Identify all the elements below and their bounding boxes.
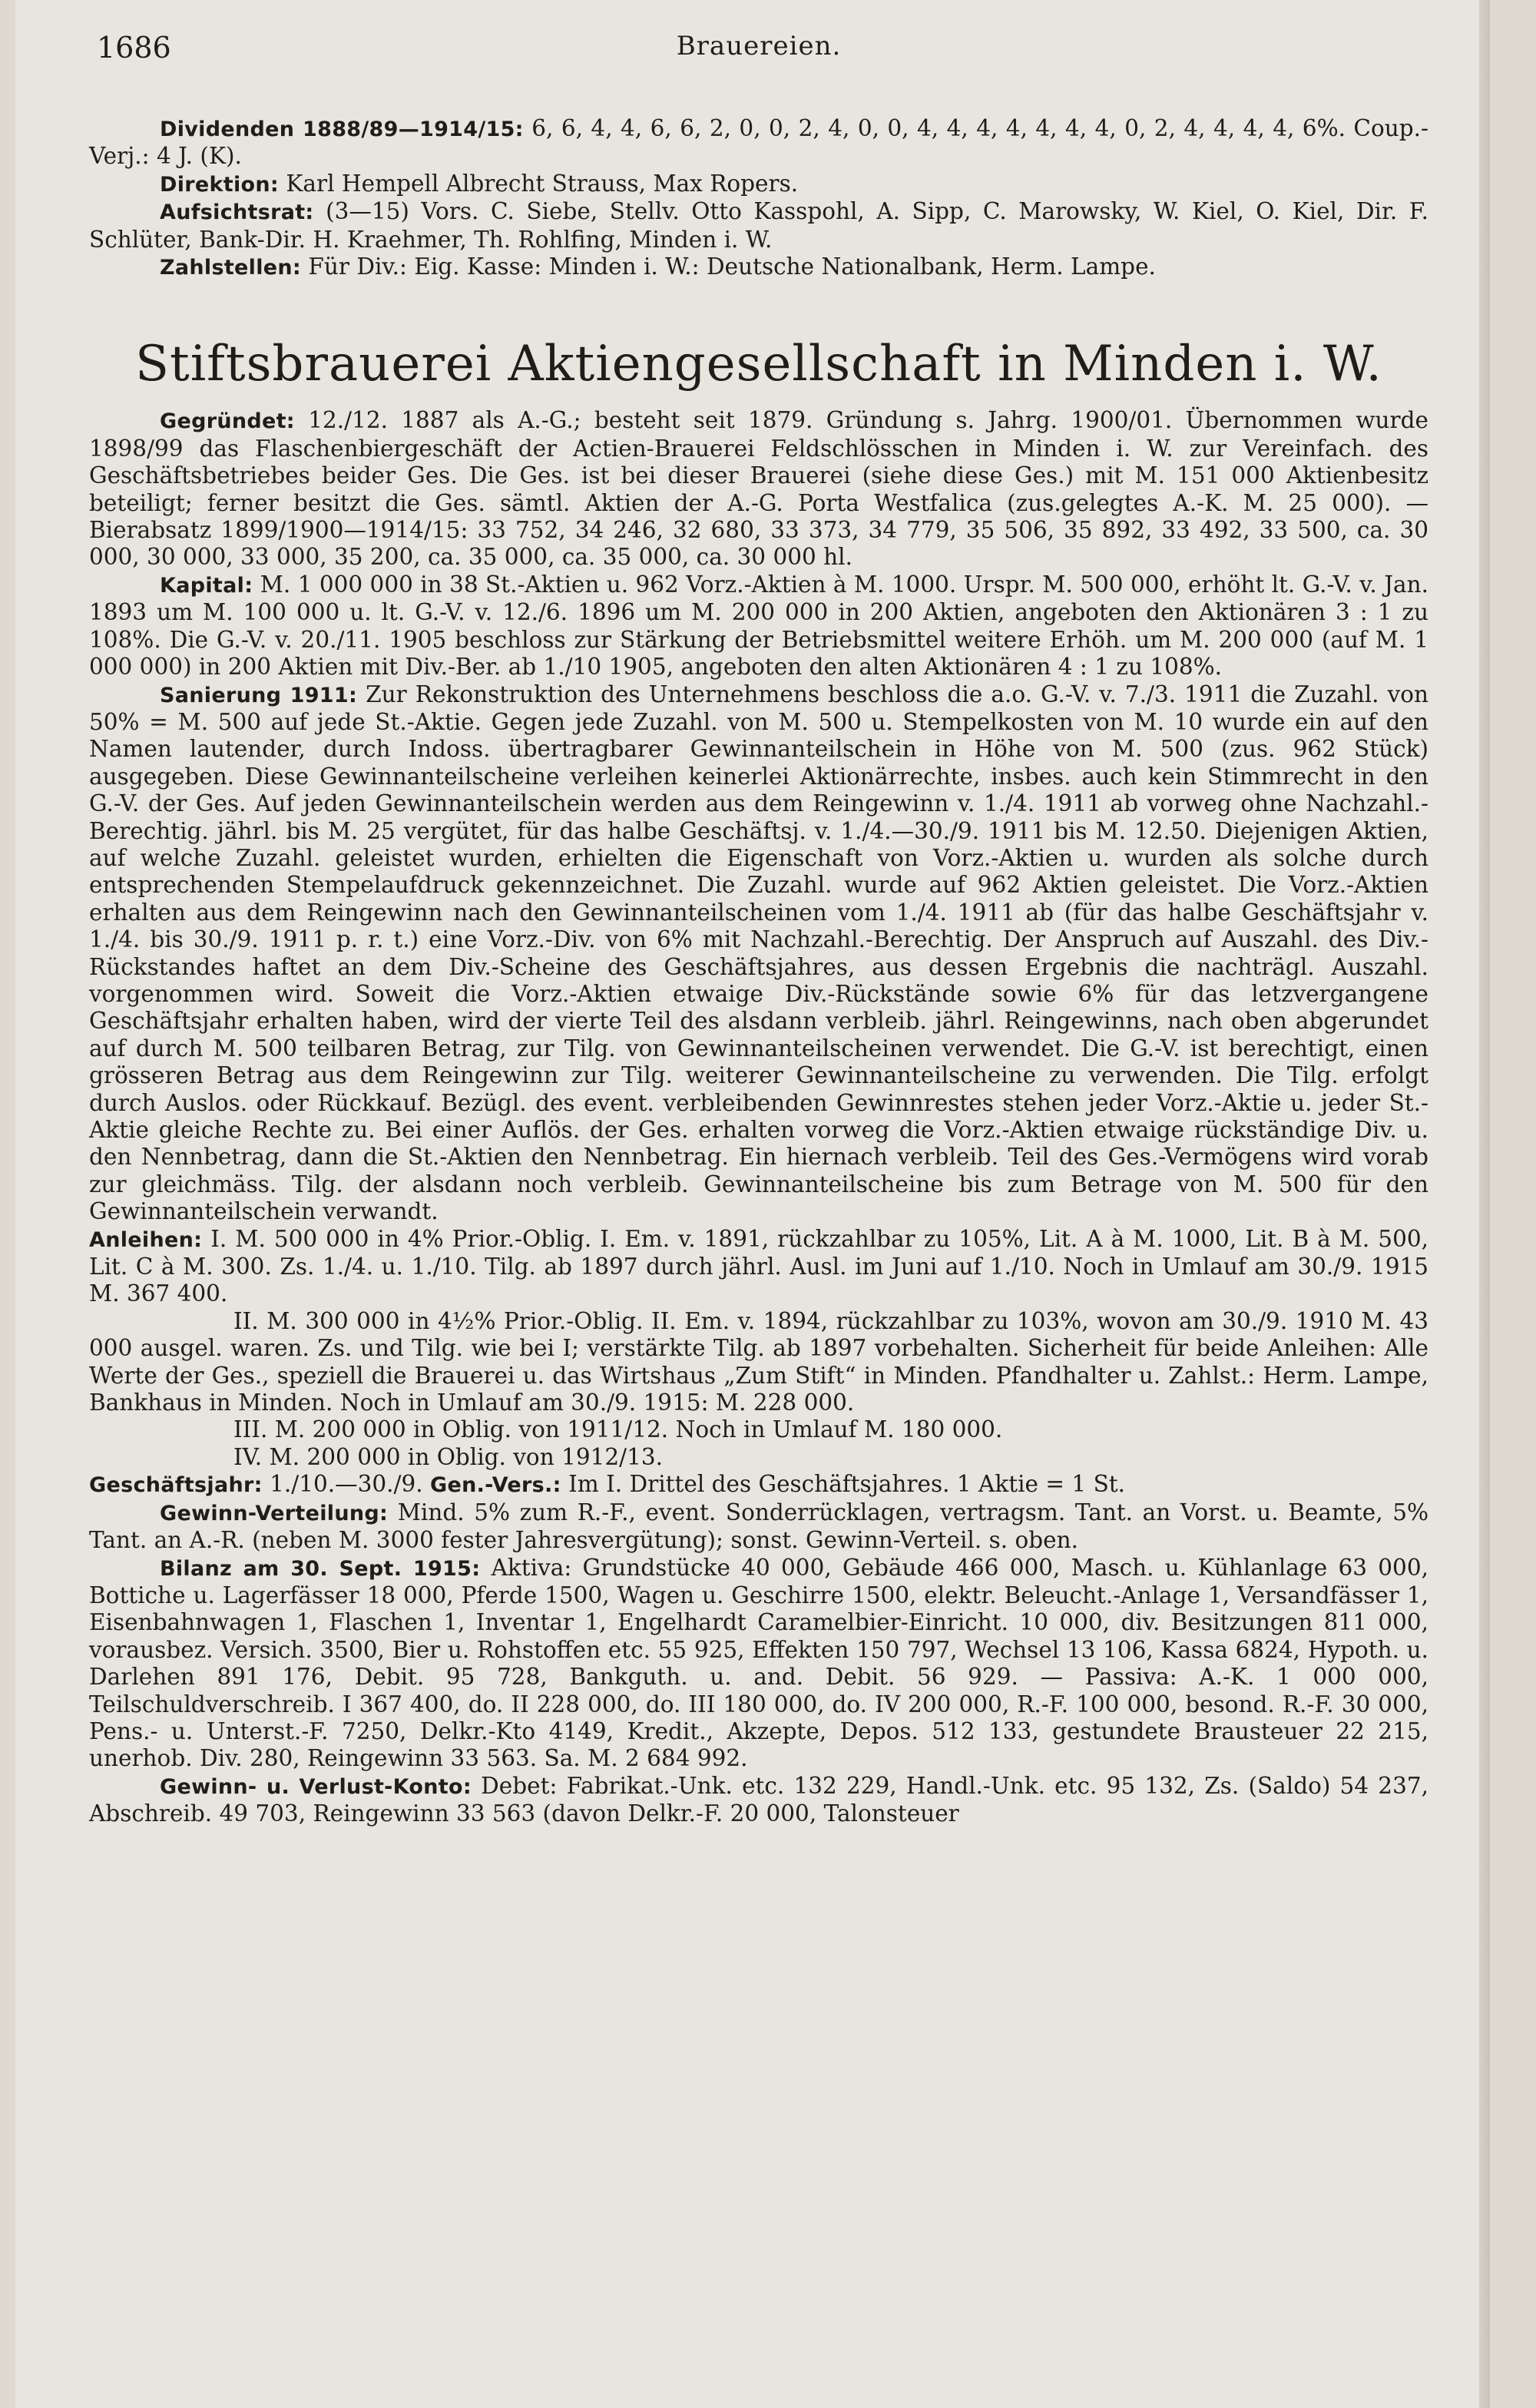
kapital-label: Kapital: xyxy=(160,573,253,598)
anleihen-i-text: I. M. 500 000 in 4% Prior.-Oblig. I. Em. v. 1891, rückzahlbar zu 105%, Lit. A à M. 1000, Lit. B à M. 500, Lit. C à M. 300. Zs. 1./4. u. 1./10. Tilg. ab 1897 durch jährl. Ausl. im Juni auf 1./10. Noch in Umlauf am 30./9. 1915 M. 367 400. xyxy=(89,1225,1428,1307)
guv-label: Gewinn- u. Verlust-Konto: xyxy=(160,1774,472,1799)
gegruendet-text: 12./12. 1887 als A.-G.; besteht seit 1879. Gründung s. Jahrg. 1900/01. Übernommen wurde 1898/99 das Flaschenbiergeschäft der Actien-Brauerei Feldschlösschen in Minden i. W. zur Vereinfach. des Geschäftsbetriebes beider Ges. Die Ges. ist bei dieser Brauerei (siehe diese Ges.) mit M. 151 000 Aktienbesitz beteiligt; ferner besitzt die Ges. sämtl. Aktien der A.-G. Porta Westfalica (zus.gelegtes A.-K. M. 25 000). — Bierabsatz 1899/1900—1914/15: 33 752, 34 246, 32 680, 33 373, 34 779, 35 506, 35 892, 33 492, 33 500, ca. 30 000, 30 000, 33 000, 35 200, ca. 35 000, ca. 35 000, ca. 30 000 hl. xyxy=(89,407,1428,571)
aufsichtsrat-text: (3—15) Vors. C. Siebe, Stellv. Otto Kasspohl, A. Sipp, C. Marowsky, W. Kiel, O. Kiel, Dir. F. Schlüter, Bank-Dir. H. Kraehmer, Th. Rohlfing, Minden i. W. xyxy=(89,198,1428,253)
aufsichtsrat-label: Aufsichtsrat: xyxy=(160,200,314,225)
kapital-paragraph xyxy=(89,571,1428,681)
zahlstellen-text: Für Div.: Eig. Kasse: Minden i. W.: Deutsche Nationalbank, Herm. Lampe. xyxy=(308,253,1156,280)
aufsichtsrat-paragraph xyxy=(89,198,1428,253)
page-edge xyxy=(1479,0,1490,2408)
kapital-text: M. 1 000 000 in 38 St.-Aktien u. 962 Vorz.-Aktien à M. 1000. Urspr. M. 500 000, erhöht lt. G.-V. v. Jan. 1893 um M. 100 000 u. lt. G.-V. v. 12./6. 1896 um M. 200 000 in 200 Aktien, angeboten den Aktionären 3 : 1 zu 108%. Die G.-V. v. 20./11. 1905 beschloss zur Stärkung der Betriebsmittel weitere Erhöh. um M. 200 000 (auf M. 1 000 000) in 200 Aktien mit Div.-Ber. ab 1./10 1905, angeboten den alten Aktionären 4 : 1 zu 108%. xyxy=(89,571,1428,681)
bilanz-label: Bilanz am 30. Sept. 1915: xyxy=(160,1556,481,1581)
anleihen-ii-paragraph xyxy=(89,1308,1428,1417)
zahlstellen-paragraph xyxy=(89,253,1428,281)
anleihen-iv-paragraph xyxy=(89,1444,1428,1471)
sanierung-paragraph xyxy=(89,681,1428,1226)
dividenden-text: 6, 6, 4, 4, 6, 6, 2, 0, 0, 2, 4, 0, 0, 4, 4, 4, 4, 4, 4, 4, 0, 2, 4, 4, 4, 4, 6%. Coup.-Verj.: 4 J. (K). xyxy=(89,115,1428,170)
dividenden-label: Dividenden 1888/89—1914/15: xyxy=(160,118,524,141)
company-title: Stiftsbrauerei Aktiengesellschaft in Minden i. W. xyxy=(135,336,1382,393)
genvers-text: Im I. Drittel des Geschäftsjahres. 1 Aktie = 1 St. xyxy=(568,1471,1126,1498)
bilanz-text: Aktiva: Grundstücke 40 000, Gebäude 466 000, Masch. u. Kühlanlage 63 000, Bottiche u. Lagerfässer 18 000, Pferde 1500, Wagen u. Geschirre 1500, elektr. Beleucht.-Anlage 1, Versandfässer 1, Eisenbahnwagen 1, Flaschen 1, Inventar 1, Engelhardt Caramelbier-Einricht. 10 000, div. Besitzungen 811 000, vorausbez. Versich. 3500, Bier u. Rohstoffen etc. 55 925, Effekten 150 797, Wechsel 13 106, Kassa 6824, Hypoth. u. Darlehen 891 176, Debit. 95 728, Bankguth. u. and. Debit. 56 929. — Passiva: A.-K. 1 000 000, Teilschuldverschreib. I 367 400, do. II 228 000, do. III 180 000, do. IV 200 000, R.-F. 100 000, besond. R.-F. 30 000, Pens.- u. Unterst.-F. 7250, Delkr.-Kto 4149, Kredit., Akzepte, Depos. 512 133, gestundete Brausteuer 22 215, unerhob. Div. 280, Reingewinn 33 563. Sa. M. 2 684 992. xyxy=(89,1554,1428,1772)
geschaeftsjahr-paragraph xyxy=(89,1471,1428,1499)
direktion-paragraph xyxy=(89,171,1428,198)
sanierung-label: Sanierung 1911: xyxy=(160,683,358,707)
direktion-text: Karl Hempell Albrecht Strauss, Max Ropers. xyxy=(286,170,799,197)
sanierung-text: Zur Rekonstruktion des Unternehmens beschloss die a.o. G.-V. v. 7./3. 1911 die Zuzahl. von 50% = M. 500 auf jede St.-Aktie. Gegen jede Zuzahl. von M. 500 u. Stempelkosten von M. 10 wurde ein auf den Namen lautender, durch Indoss. übertragbarer Gewinnanteilschein in Höhe von M. 500 (zus. 962 Stück) ausgegeben. Diese Gewinnanteilscheine verleihen keinerlei Aktionärrechte, insbes. auch kein Stimmrecht in den G.-V. der Ges. Auf jeden Gewinnanteilschein werden aus dem Reingewinn v. 1./4. 1911 ab vorweg ohne Nachzahl.-Berechtig. jährl. bis M. 25 vergütet, für das halbe Geschäftsj. v. 1./4.—30./9. 1911 bis M. 12.50. Diejenigen Aktien, auf welche Zuzahl. geleistet wurden, erhielten die Eigenschaft von Vorz.-Aktien u. wurden als solche durch entsprechenden Stempelaufdruck gekennzeichnet. Die Zuzahl. wurde auf 962 Aktien geleistet. Die Vorz.-Aktien erhalten aus dem Reingewinn nach den Gewinnanteilscheinen vom 1./4. 1911 ab (für das halbe Geschäftsjahr v. 1./4. bis 30./9. 1911 p. r. t.) eine Vorz.-Div. von 6% mit Nachzahl.-Berechtig. Der Anspruch auf Auszahl. des Div.-Rückstandes haftet an dem Div.-Scheine des Geschäftsjahres, aus dessen Ergebnis die nachträgl. Auszahl. vorgenommen wird. Soweit die Vorz.-Aktien etwaige Div.-Rückstände sowie 6% für das letzvergangene Geschäftsjahr erhalten haben, wird der vierte Teil des alsdann verbleib. jährl. Reingewinns, nach oben abgerundet auf durch M. 500 teilbaren Betrag, zur Tilg. von Gewinnanteilscheinen verwendet. Die G.-V. ist berechtigt, einen grösseren Betrag aus dem Reingewinn zur Tilg. weiterer Gewinnanteilscheine zu verwenden. Die Tilg. erfolgt durch Auslos. oder Rückkauf. Bezügl. des event. verbleibenden Gewinnrestes stehen jeder Vorz.-Aktie u. jeder St.-Aktie gleiche Rechte zu. Bei einer Auflös. der Ges. erhalten vorweg die Vorz.-Aktien etwaige rückständige Div. u. den Nennbetrag, dann die St.-Aktien den Nennbetrag. Ein hiernach verbleib. Teil des Ges.-Vermögens wird vorab zur gleichmäss. Tilg. der alsdann noch verbleib. Gewinnanteilscheine bis zum Betrage von M. 500 für den Gewinnanteilschein verwandt. xyxy=(89,681,1429,1225)
gewinnverteilung-label: Gewinn-Verteilung: xyxy=(160,1501,389,1525)
anleihen-iii-text: III. M. 200 000 in Oblig. von 1911/12. Noch in Umlauf M. 180 000. xyxy=(233,1416,1003,1443)
gegruendet-label: Gegründet: xyxy=(160,409,295,434)
bilanz-paragraph xyxy=(89,1555,1428,1773)
guv-text: Debet: Fabrikat.-Unk. etc. 132 229, Handl.-Unk. etc. 95 132, Zs. (Saldo) 54 237, Abschreib. 49 703, Reingewinn 33 563 (davon Delkr.-F. 20 000, Talonsteuer xyxy=(89,1772,1428,1827)
gewinnverteilung-text: Mind. 5% zum R.-F., event. Sonderrücklagen, vertragsm. Tant. an Vorst. u. Beamte, 5% Tant. an A.-R. (neben M. 3000 fester Jahresvergütung); sonst. Gewinn-Verteil. s. oben. xyxy=(89,1499,1428,1554)
anleihen-iv-text: IV. M. 200 000 in Oblig. von 1912/13. xyxy=(233,1443,664,1470)
guv-paragraph xyxy=(89,1773,1428,1828)
anleihen-iii-paragraph xyxy=(89,1416,1428,1443)
geschaeftsjahr-label: Geschäftsjahr: xyxy=(89,1473,263,1498)
gegruendet-paragraph xyxy=(89,407,1428,571)
gewinnverteilung-paragraph xyxy=(89,1499,1428,1555)
direktion-label: Direktion: xyxy=(160,172,279,197)
anleihen-label: Anleihen: xyxy=(89,1227,203,1252)
page-number: 1686 xyxy=(97,31,171,65)
geschaeftsjahr-text: 1./10.—30./9. xyxy=(270,1471,423,1498)
running-title: Brauereien. xyxy=(676,31,842,61)
genvers-label: Gen.-Vers.: xyxy=(430,1473,561,1498)
anleihen-paragraph xyxy=(89,1226,1428,1308)
running-header xyxy=(89,26,1428,72)
dividenden-paragraph xyxy=(89,115,1428,171)
document-page xyxy=(15,0,1490,2408)
anleihen-ii-text: II. M. 300 000 in 4½% Prior.-Oblig. II. Em. v. 1894, rückzahlbar zu 103%, wovon am 30./9. 1910 M. 43 000 ausgel. waren. Zs. und Tilg. wie bei I; verstärkte Tilg. ab 1897 vorbehalten. Sicherheit für beide Anleihen: Alle Werte der Ges., speziell die Brauerei u. das Wirtshaus „Zum Stift“ in Minden. Pfandhalter u. Zahlst.: Herm. Lampe, Bankhaus in Minden. Noch in Umlauf am 30./9. 1915: M. 228 000. xyxy=(89,1307,1428,1416)
zahlstellen-label: Zahlstellen: xyxy=(160,256,302,280)
